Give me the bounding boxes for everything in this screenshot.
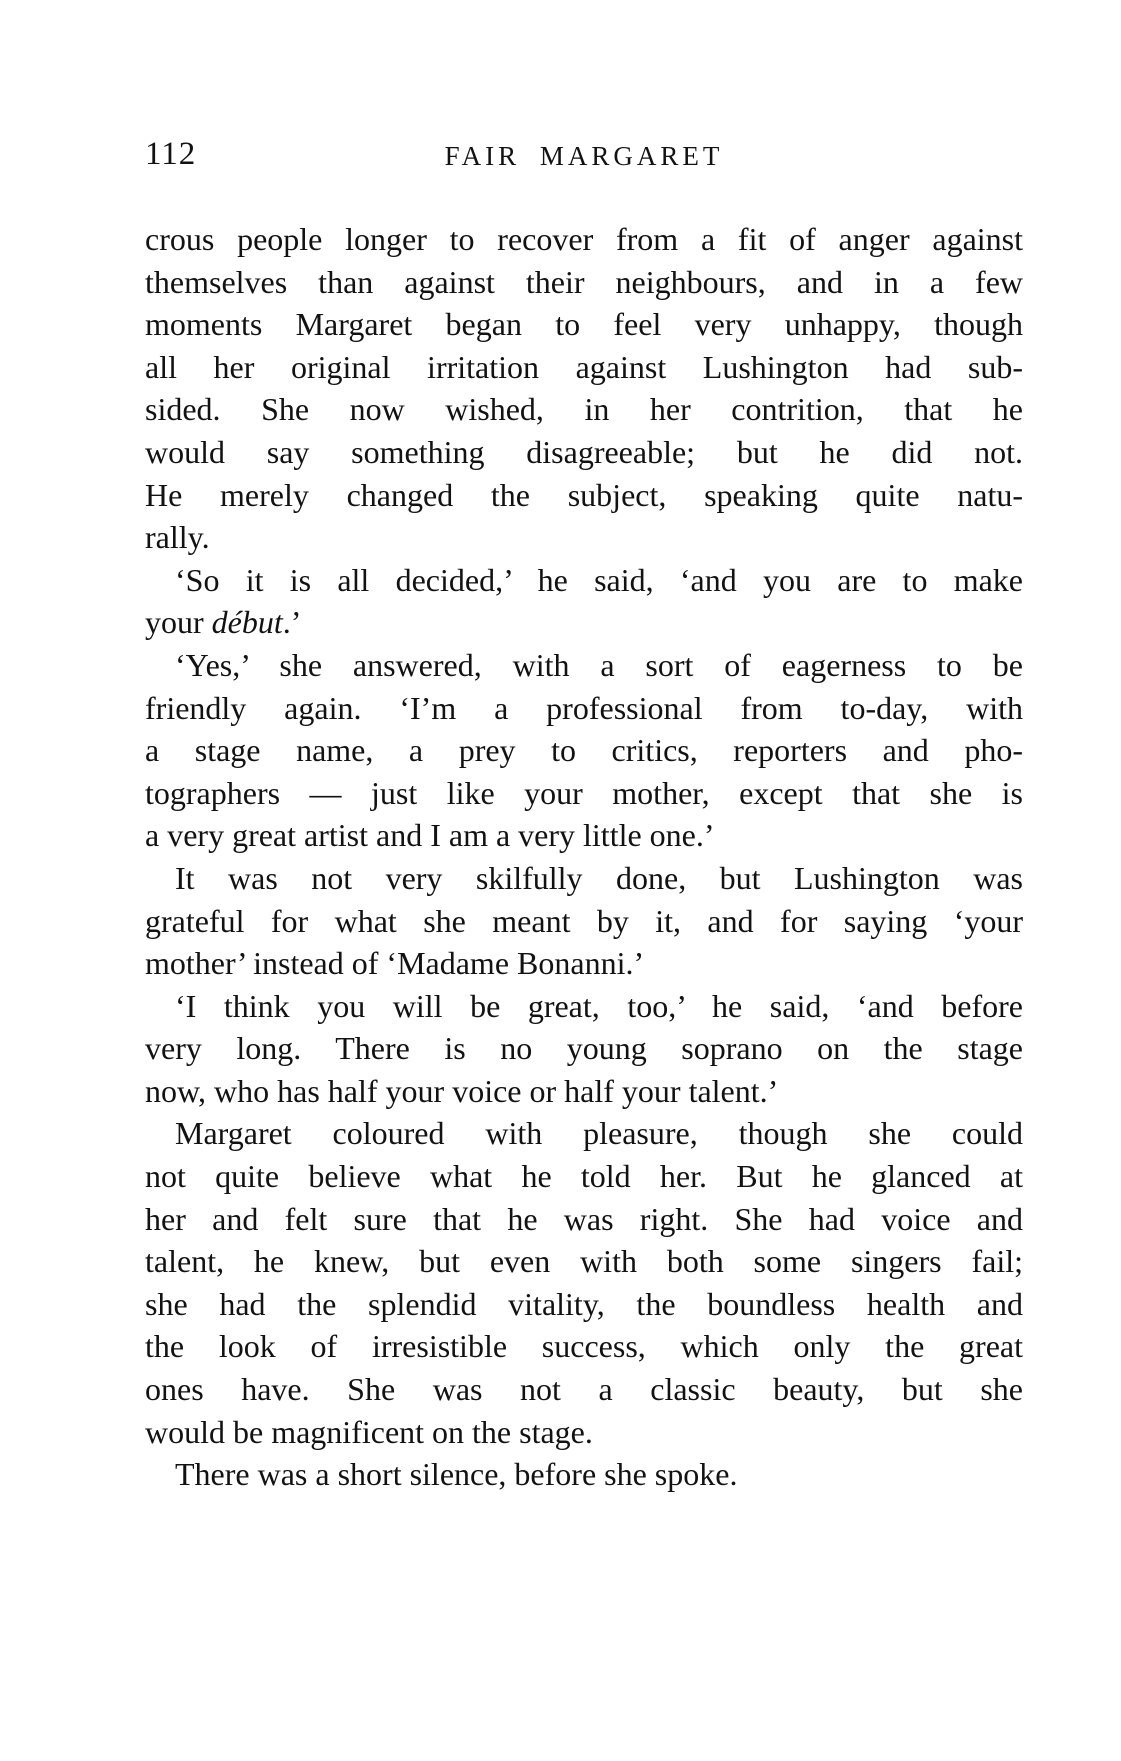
running-title: FAIR MARGARET: [444, 141, 724, 171]
text-segment: she had the splendid vitality, the boundless health and: [145, 1285, 1023, 1322]
text-line: [145, 1155, 1023, 1198]
page-number: 112: [145, 136, 197, 172]
text-segment: the look of irresistible success, which only the great: [145, 1328, 1023, 1365]
text-segment: .’: [282, 604, 302, 641]
text-segment: sided. She now wished, in her contrition, that he: [145, 391, 1023, 428]
paragraph: [145, 985, 1023, 1113]
text-line: [145, 1198, 1023, 1241]
text-line: [145, 1453, 1023, 1496]
text-segment: friendly again. ‘I’m a professional from to-day, with: [145, 689, 1023, 726]
text-segment: ‘So it is all decided,’ he said, ‘and you are to make: [175, 561, 1023, 598]
text-segment: a stage name, a prey to critics, reporters and pho-: [145, 732, 1023, 769]
text-line: [145, 303, 1023, 346]
text-segment: your: [145, 604, 212, 641]
text-segment: all her original irritation against Lushington had sub-: [145, 348, 1023, 385]
text-segment: would say something disagreeable; but he did not.: [145, 433, 1023, 470]
text-line: [145, 1070, 1023, 1113]
text-segment: moments Margaret began to feel very unhappy, though: [145, 306, 1023, 343]
text-block: [145, 218, 1023, 1496]
text-segment: her and felt sure that he was right. She had voice and: [145, 1200, 1023, 1237]
text-line: [145, 388, 1023, 431]
text-segment: very long. There is no young soprano on the stage: [145, 1030, 1023, 1067]
text-segment: Margaret coloured with pleasure, though she could: [175, 1115, 1023, 1152]
text-line: [145, 1283, 1023, 1326]
text-line: [145, 814, 1023, 857]
text-line: [145, 687, 1023, 730]
text-segment: ones have. She was not a classic beauty, but she: [145, 1371, 1023, 1408]
text-segment: themselves than against their neighbours, and in a few: [145, 263, 1023, 300]
text-line: [145, 1240, 1023, 1283]
text-line: [145, 900, 1023, 943]
text-segment: ‘Yes,’ she answered, with a sort of eagerness to be: [175, 646, 1023, 683]
text-line: [145, 261, 1023, 304]
text-line: [145, 218, 1023, 261]
text-line: [145, 644, 1023, 687]
text-segment: It was not very skilfully done, but Lushington was: [175, 859, 1023, 896]
text-line: [145, 516, 1023, 559]
text-line: [145, 942, 1023, 985]
text-line: [145, 474, 1023, 517]
text-segment: tographers — just like your mother, except that she is: [145, 774, 1023, 811]
paragraph: [145, 559, 1023, 644]
text-line: [145, 857, 1023, 900]
page-header: [145, 136, 1023, 176]
text-line: [145, 559, 1023, 602]
text-line: [145, 1112, 1023, 1155]
text-segment: now, who has half your voice or half your talent.’: [145, 1072, 779, 1109]
text-segment: ‘I think you will be great, too,’ he said, ‘and before: [175, 987, 1023, 1024]
text-segment: would be magnificent on the stage.: [145, 1413, 593, 1450]
text-line: [145, 1368, 1023, 1411]
text-line: [145, 601, 1023, 644]
text-line: [145, 346, 1023, 389]
text-segment: a very great artist and I am a very little one.’: [145, 817, 715, 854]
paragraph: [145, 218, 1023, 559]
text-segment: There was a short silence, before she spoke.: [175, 1456, 738, 1493]
text-line: [145, 431, 1023, 474]
paragraph: [145, 644, 1023, 857]
italic-word: début: [211, 604, 283, 641]
text-segment: rally.: [145, 519, 210, 556]
text-segment: talent, he knew, but even with both some singers fail;: [145, 1243, 1023, 1280]
text-line: [145, 729, 1023, 772]
text-segment: not quite believe what he told her. But he glanced at: [145, 1158, 1023, 1195]
paragraph: [145, 857, 1023, 985]
text-segment: mother’ instead of ‘Madame Bonanni.’: [145, 945, 645, 982]
text-line: [145, 1325, 1023, 1368]
text-segment: crous people longer to recover from a fit of anger against: [145, 221, 1023, 257]
text-line: [145, 772, 1023, 815]
paragraph: [145, 1453, 1023, 1496]
text-line: [145, 985, 1023, 1028]
paragraph: [145, 1112, 1023, 1453]
text-segment: He merely changed the subject, speaking quite natu-: [145, 476, 1023, 513]
text-segment: grateful for what she meant by it, and for saying ‘your: [145, 902, 1023, 939]
text-line: [145, 1027, 1023, 1070]
text-line: [145, 1411, 1023, 1454]
